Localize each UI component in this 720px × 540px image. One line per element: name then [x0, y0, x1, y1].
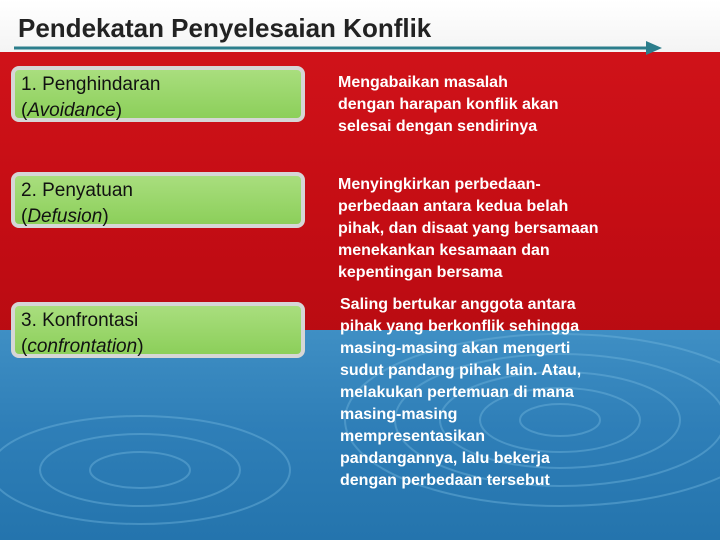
description-line: Mengabaikan masalah — [338, 74, 508, 91]
slide-title: Pendekatan Penyelesaian Konflik — [18, 13, 432, 43]
approach-box-defusion — [11, 172, 305, 228]
description-line: Saling bertukar anggota antara — [340, 296, 576, 313]
approach-description-defusion — [338, 174, 698, 284]
approach-box-avoidance — [11, 66, 305, 122]
description-line: pihak, dan disaat yang bersamaan — [338, 220, 599, 237]
description-line: dengan perbedaan tersebut — [340, 472, 550, 489]
title-underline-arrow — [14, 40, 664, 56]
description-line: mempresentasikan — [340, 428, 485, 445]
description-line: masing-masing — [340, 406, 458, 423]
description-line: Menyingkirkan perbedaan- — [338, 176, 541, 193]
description-line: selesai dengan sendirinya — [338, 118, 538, 135]
approach-english-term: (Defusion) — [21, 206, 109, 227]
description-line: pihak yang berkonflik sehingga — [340, 318, 580, 335]
description-line: pandangannya, lalu bekerja — [340, 450, 550, 467]
description-line: perbedaan antara kedua belah — [338, 198, 569, 215]
approach-english-term: (Avoidance) — [21, 100, 123, 121]
description-line: masing-masing akan mengerti — [340, 340, 571, 357]
description-line: dengan harapan konflik akan — [338, 96, 559, 113]
approach-box-confrontation — [11, 302, 305, 358]
description-line: menekankan kesamaan dan — [338, 242, 550, 259]
approach-label: 1. Penghindaran — [21, 74, 161, 95]
description-line: melakukan pertemuan di mana — [340, 384, 574, 401]
approach-english-term: (confrontation) — [21, 336, 144, 357]
approach-description-confrontation — [340, 294, 700, 492]
description-line: sudut pandang pihak lain. Atau, — [340, 362, 582, 379]
approach-label: 2. Penyatuan — [21, 180, 133, 201]
approach-description-avoidance — [338, 72, 698, 138]
approach-label: 3. Konfrontasi — [21, 310, 139, 331]
description-line: kepentingan bersama — [338, 264, 503, 281]
